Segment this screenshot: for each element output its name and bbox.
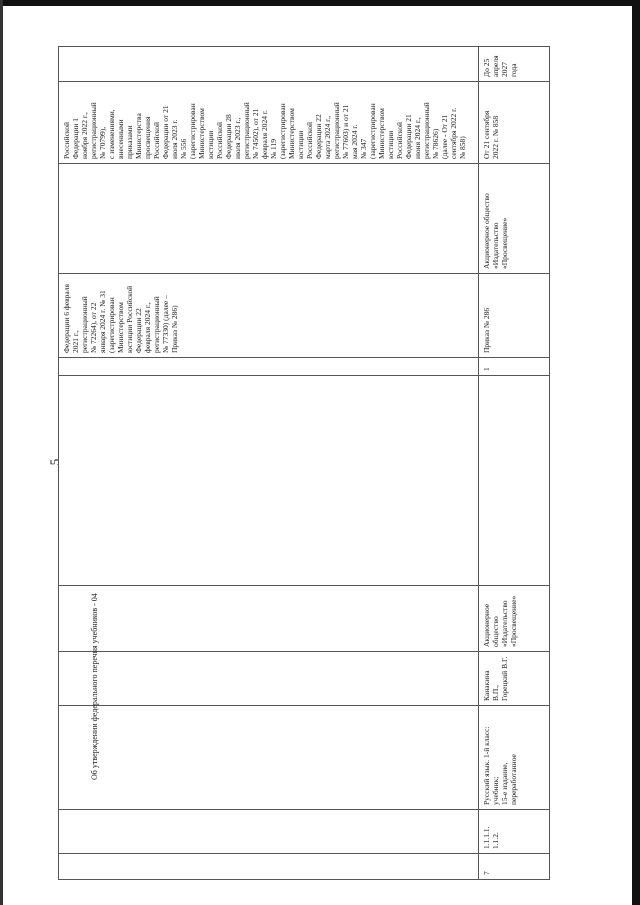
- textbook-table: [58, 47, 550, 880]
- cell-empty: [59, 376, 479, 586]
- cell-empty: [59, 652, 479, 706]
- cell-order-date: От 21 сентября 2022 г. № 858: [479, 82, 550, 164]
- table-row: [479, 47, 550, 880]
- cell-empty: [59, 854, 479, 880]
- cell-number: 1: [479, 358, 550, 376]
- cell-order-details: Федерации 6 февраля 2021 г., регистрационный № 72264), от 22 января 2024 г. № 31 (зарегистрирован Министерством юстиции Российской Федерации 22 февраля 2024 г., регистрационный № 77330) (далее – Приказ № 286): [59, 274, 479, 358]
- cell-empty: [479, 376, 550, 586]
- cell-empty: [59, 586, 479, 652]
- table-row-continuation: [59, 47, 479, 880]
- cell-authors: Канакина В.П., Горецкий В.Г.: [479, 652, 550, 706]
- scan-border-right: [632, 0, 640, 905]
- cell-publisher: Акционерное общество «Издательство «Просвещение»: [479, 586, 550, 652]
- scan-border-left: [0, 0, 3, 905]
- footer-note: Об утверждении федерального перечня учебников - 04: [90, 593, 99, 780]
- cell-deadline: До 25 апреля 2027 года: [479, 47, 550, 82]
- cell-title: Русский язык. 1-й класс: учебник; 15-е издание, переработанное: [479, 706, 550, 810]
- cell-empty: [59, 706, 479, 810]
- cell-empty: [59, 358, 479, 376]
- cell-publisher-full: Акционерное общество «Издательство «Просвещение»: [479, 164, 550, 274]
- cell-order: Приказ № 286: [479, 274, 550, 358]
- scan-border-top: [0, 0, 640, 6]
- cell-empty: [59, 810, 479, 854]
- page-number: 5: [47, 458, 62, 466]
- cell-empty: [59, 164, 479, 274]
- cell-order-858-details: Российской Федерации 1 ноября 2022 г., регистрационный № 70799), с изменениями, внесенными приказами Министерства просвещения Российской Федерации от 21 июля 2023 г. № 556 (зарегистрирован Министерством юстиции Российской Федерации 28 июля 2023 г., регистрационный № 74502), от 21 февраля 2024 г. № 119 (зарегистрирован Министерством юстиции Российской Федерации 22 марта 2024 г., регистрационный № 77603) и от 21 мая 2024 г. № 347 (зарегистрирован Министерством юстиции Российской Федерации 21 июня 2024 г., регистрационный № 78626) (далее - От 21 сентября 2022 г. № 858): [59, 82, 479, 164]
- cell-row-index: 7: [479, 854, 550, 880]
- cell-code: 1.1.1.1. 1.1.2.: [479, 810, 550, 854]
- cell-empty: [59, 47, 479, 82]
